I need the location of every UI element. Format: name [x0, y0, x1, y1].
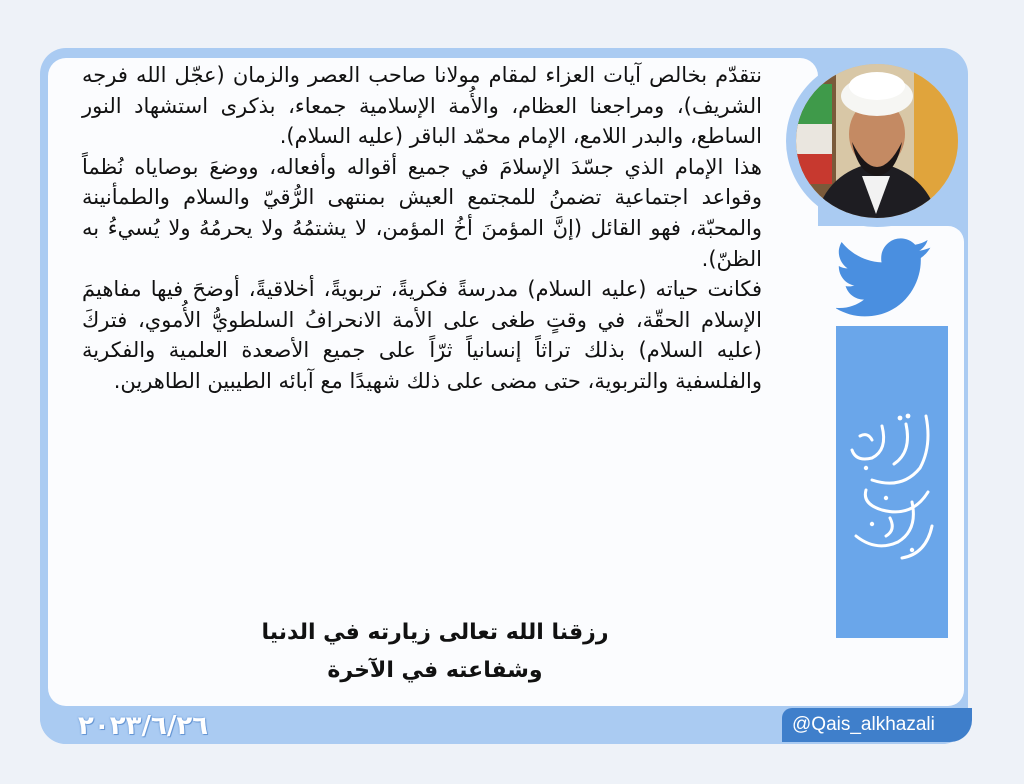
paragraph: فكانت حياته (عليه السلام) مدرسةً فكريةً، تربويةً، أخلاقيةً، أوضحَ فيها مفاهيمَ الإسلام الحقّة، في وقتٍ طغى على الأمة الانحرافُ السلطويُّ الأُموي، فتركَ (عليه السلام) بذلك تراثاً إنسانياً ثرّاً على جميع الأصعدة العلمية والفكرية والفلسفية والتربوية، حتى مضى على ذلك شهيدًا مع آبائه الطيبين الطاهرين.	[82, 277, 762, 393]
closing-line: رزقنا الله تعالى زيارته في الدنيا	[261, 620, 609, 645]
avatar[interactable]	[796, 64, 958, 218]
post-date: ٢٠٢٣/٦/٢٦	[78, 711, 209, 741]
paragraph: هذا الإمام الذي جسّدَ الإسلامَ في جميع أقواله وأفعاله، ووضعَ بوصاياه نُظماً وقواعد اجتماعية تضمنُ للمجتمع العيش بمنتهى الرُّقيّ والسلام والطمأنينة والمحبّة، فهو القائل (إنَّ المؤمنَ أخُ المؤمن، لا يشتمُهُ ولا يحرمُهُ ولا يُسيءُ به الظنّ).	[82, 154, 762, 271]
closing-prayer	[240, 614, 630, 694]
author-handle[interactable]: @Qais_alkhazali	[782, 708, 972, 742]
calligraphy-signature-logo	[842, 406, 942, 566]
calligraphy-panel	[836, 326, 948, 638]
paragraph: نتقدّم بخالص آيات العزاء لمقام مولانا صاحب العصر والزمان (عجّل الله فرجه الشريف)، ومراجعنا العظام، والأُمة الإسلامية جمعاء، بذكرى استشهاد النور الساطع، والبدر اللامع، الإمام محمّد الباقر (عليه السلام).	[82, 63, 762, 149]
tweet-body	[82, 60, 762, 620]
profile-photo	[796, 64, 958, 218]
twitter-bird-icon[interactable]	[836, 238, 932, 318]
closing-line: وشفاعته في الآخرة	[327, 658, 543, 683]
